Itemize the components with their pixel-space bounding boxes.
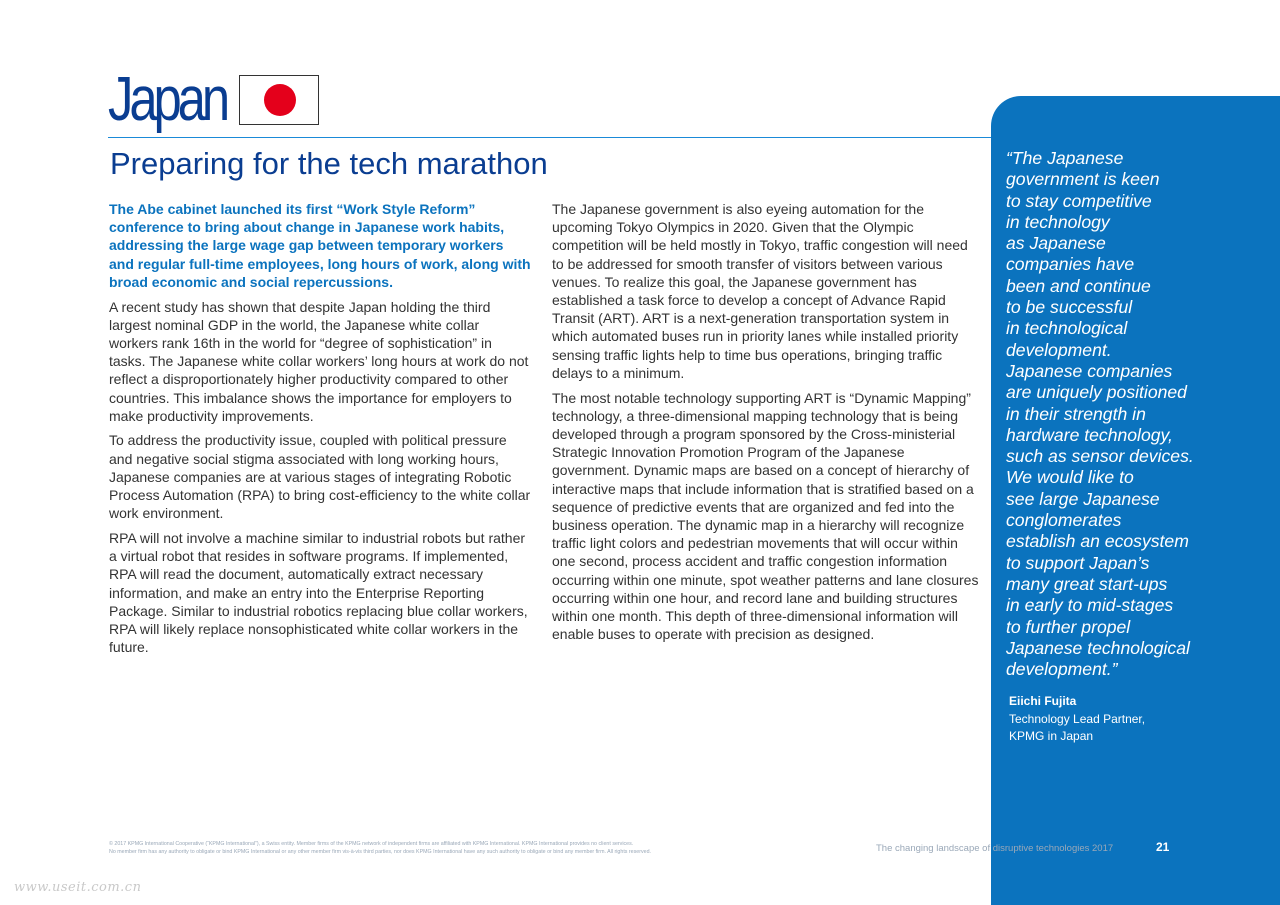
body-column-middle [552, 200, 980, 650]
body-column-left [109, 200, 531, 663]
flag-circle [264, 84, 296, 116]
country-title: Japan [108, 65, 227, 134]
pull-quote: “The Japanese government is keen to stay competitive in technology as Japanese companies have been and continue to be successful in technological development. Japanese companies are uniquely positioned in their strength in hardware technology, such as sensor devices. We would like to see large Japanese conglomerates establish an ecosystem to support Japan’s many great start-ups in early to mid-stages to further propel Japanese technological development.” [1006, 148, 1194, 680]
body-paragraph: A recent study has shown that despite Japan holding the third largest nominal GDP in the world, the Japanese white collar workers rank 16th in the world for “degree of sophistication” in tasks. The Japanese white collar workers’ long hours at work do not reflect a disproportionately higher productivity compared to other countries. This imbalance shows the importance for employers to make productivity improvements. [109, 298, 529, 424]
publication-title: The changing landscape of disruptive technologies 2017 [876, 843, 1114, 854]
page-headline: Preparing for the tech marathon [110, 146, 548, 181]
legal-notice: © 2017 KPMG International Cooperative (“KPMG International”), a Swiss entity. Member firms of the KPMG network of independent firms are affiliated with KPMG International. KPMG International provides no client services. No member firm has any authority to obligate or bind KPMG International or any other member firm vis-à-vis third parties, nor does KPMG International have any such authority to obligate or bind any member firm. All rights reserved. [109, 841, 651, 855]
body-paragraph: RPA will not involve a machine similar to industrial robots but rather a virtual robot that resides in software programs. If implemented, RPA will read the document, automatically extract necessary information, and make an entry into the Enterprise Reporting Package. Similar to industrial robotics replacing blue collar workers, RPA will likely replace nonsophisticated white collar workers in the future. [109, 529, 528, 656]
quote-author-name: Eiichi Fujita [1009, 694, 1077, 708]
lead-paragraph: The Abe cabinet launched its first “Work Style Reform” conference to bring about change in Japanese work habits, addressing the large wage gap between temporary workers and regular full-time employees, long hours of work, along with broad economic and social repercussions. [109, 201, 531, 290]
body-paragraph: The Japanese government is also eyeing automation for the upcoming Tokyo Olympics in 2020. Given that the Olympic competition will be held mostly in Tokyo, traffic congestion will need to be addressed for smooth transfer of visitors between various venues. To realize this goal, the Japanese government has established a task force to develop a concept of Advance Rapid Transit (ART). ART is a next-generation transportation system in which automated buses run in priority lanes while installed priority sensing traffic lights help to time bus operations, bringing traffic delays to a minimum. [552, 201, 968, 381]
quote-author-role: Technology Lead Partner, KPMG in Japan [1009, 712, 1146, 743]
japan-flag-icon [239, 75, 319, 125]
site-watermark: www.useit.com.cn [14, 880, 142, 895]
page-number: 21 [1156, 840, 1170, 854]
body-paragraph: The most notable technology supporting ART is “Dynamic Mapping” technology, a three-dimensional mapping technology that is being developed through a program sponsored by the Cross-ministerial Strategic Innovation Promotion Program of the Japanese government. Dynamic maps are based on a concept of hierarchy of interactive maps that include information that is stratified based on a sequence of predictive events that are organized and fed into the business operation. The dynamic map in a hierarchy will recognize traffic light colors and pedestrian movements that will occur within one second, process accident and traffic congestion information occurring within one minute, spot weather patterns and lane closures occurring within one hour, and record lane and building structures within one month. This depth of three-dimensional information will enable buses to operate with precision as designed. [552, 389, 979, 643]
body-paragraph: To address the productivity issue, coupled with political pressure and negative social stigma associated with long working hours, Japanese companies are at various stages of integrating Robotic Process Automation (RPA) to bring cost-efficiency to the white collar work environment. [109, 432, 531, 522]
